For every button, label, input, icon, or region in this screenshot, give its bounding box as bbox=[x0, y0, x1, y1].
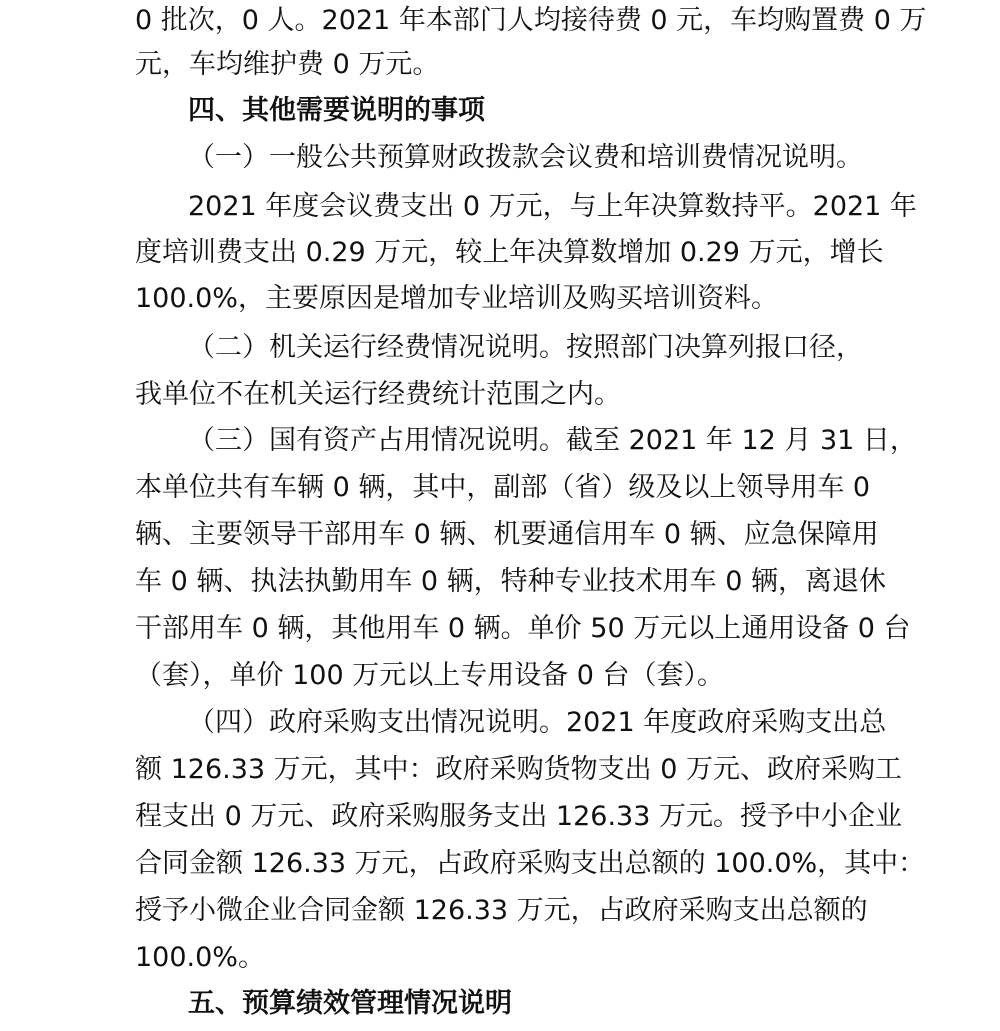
text-line: 100.0%。 bbox=[135, 942, 265, 973]
subsection-heading: （三）国有资产占用情况说明。截至 2021 年 12 月 31 日， bbox=[188, 425, 917, 456]
text-line: 2021 年度会议费支出 0 万元，与上年决算数持平。2021 年 bbox=[188, 191, 917, 222]
subsection-heading: （二）机关运行经费情况说明。按照部门决算列报口径， bbox=[188, 332, 863, 363]
section-heading: 四、其他需要说明的事项 bbox=[188, 95, 485, 126]
text-line: 我单位不在机关运行经费统计范围之内。 bbox=[135, 379, 621, 410]
text-line: 授予小微企业合同金额 126.33 万元，占政府采购支出总额的 bbox=[135, 895, 868, 926]
text-line: 元，车均维护费 0 万元。 bbox=[135, 49, 440, 80]
text-line: 额 126.33 万元，其中：政府采购货物支出 0 万元、政府采购工 bbox=[135, 754, 902, 785]
text-line: 度培训费支出 0.29 万元，较上年决算数增加 0.29 万元，增长 bbox=[135, 237, 884, 268]
text-line: 本单位共有车辆 0 辆，其中，副部（省）级及以上领导用车 0 bbox=[135, 472, 871, 503]
text-line: 干部用车 0 辆，其他用车 0 辆。单价 50 万元以上通用设备 0 台 bbox=[135, 613, 911, 644]
section-heading: 五、预算绩效管理情况说明 bbox=[188, 988, 512, 1019]
text-line: 辆、主要领导干部用车 0 辆、机要通信用车 0 辆、应急保障用 bbox=[135, 519, 879, 550]
text-line: 程支出 0 万元、政府采购服务支出 126.33 万元。授予中小企业 bbox=[135, 801, 902, 832]
subsection-heading: （四）政府采购支出情况说明。2021 年度政府采购支出总 bbox=[188, 707, 887, 738]
text-line: 合同金额 126.33 万元，占政府采购支出总额的 100.0%，其中： bbox=[135, 848, 926, 879]
text-line: 100.0%，主要原因是增加专业培训及购买培训资料。 bbox=[135, 283, 778, 314]
text-line: 车 0 辆、执法执勤用车 0 辆，特种专业技术用车 0 辆，离退休 bbox=[135, 566, 887, 597]
subsection-heading: （一）一般公共预算财政拨款会议费和培训费情况说明。 bbox=[188, 142, 863, 173]
text-line: 0 批次，0 人。2021 年本部门人均接待费 0 元，车均购置费 0 万 bbox=[135, 5, 927, 36]
text-line: （套），单价 100 万元以上专用设备 0 台（套）。 bbox=[135, 660, 725, 691]
